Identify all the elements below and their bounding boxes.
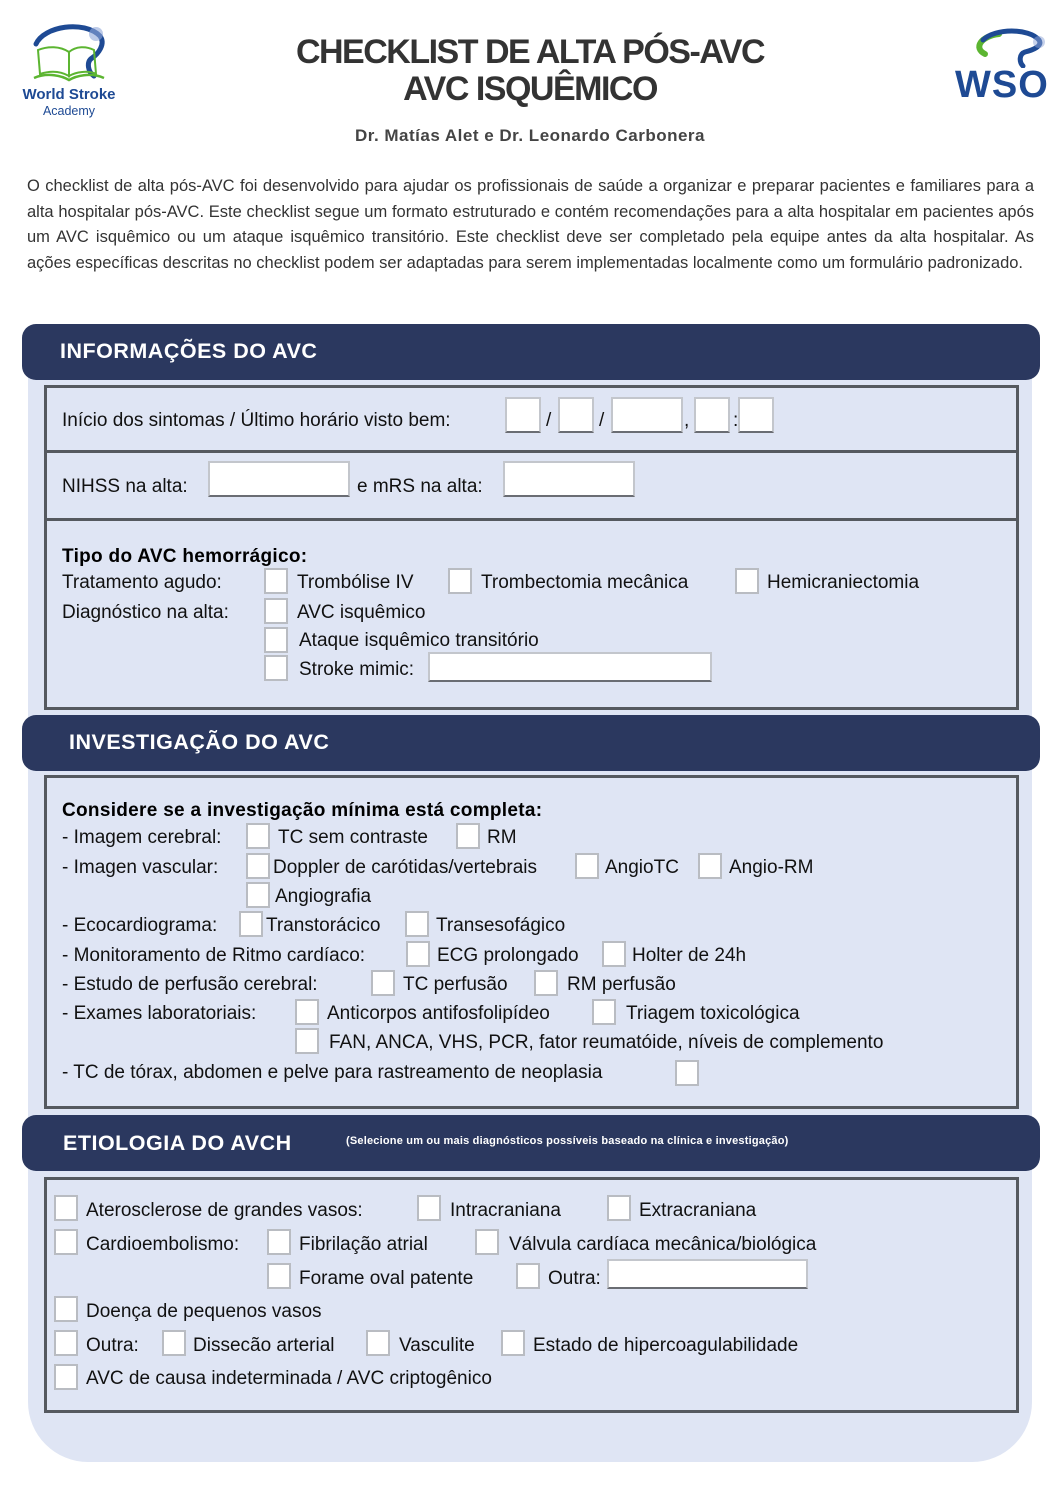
- checkbox-mri[interactable]: [456, 823, 480, 849]
- option-label: Doppler de carótidas/vertebrais: [273, 857, 538, 878]
- investigation-box: [44, 775, 1019, 1109]
- row-label: - Ecocardiograma:: [62, 915, 218, 936]
- checkbox-cryptogenic[interactable]: [54, 1364, 78, 1390]
- option-label: Válvula cardíaca mecânica/biológica: [509, 1234, 817, 1255]
- option-label: Triagem toxicológica: [626, 1003, 800, 1024]
- option-label: Intracraniana: [450, 1200, 561, 1221]
- checkbox-other-etiology[interactable]: [54, 1330, 78, 1356]
- wso-text: WSO: [955, 64, 1049, 106]
- option-label: Extracraniana: [639, 1200, 757, 1221]
- option-label: Transtorácico: [266, 915, 381, 936]
- investigation-heading: Considere se a investigação mínima está completa:: [62, 800, 543, 821]
- world-stroke-academy-logo: [14, 22, 124, 122]
- acute-treatment-label: Tratamento agudo:: [62, 572, 222, 593]
- checkbox-stroke-mimic[interactable]: [264, 655, 288, 681]
- divider: [44, 450, 1019, 453]
- checkbox-thrombectomy[interactable]: [448, 568, 472, 594]
- option-label: Anticorpos antifosfolipídeo: [327, 1003, 550, 1024]
- checkbox-doppler[interactable]: [246, 853, 270, 879]
- separator: /: [546, 410, 552, 431]
- option-label: Ataque isquêmico transitório: [299, 630, 539, 651]
- onset-label: Início dos sintomas / Último horário visto bem:: [62, 410, 451, 431]
- option-label: AVC isquêmico: [297, 602, 426, 623]
- section-note: (Selecione um ou mais diagnósticos possíveis baseado na clínica e investigação): [346, 1135, 789, 1147]
- checkbox-ischemic-stroke[interactable]: [264, 598, 288, 624]
- section-title: ETIOLOGIA DO AVCH: [63, 1131, 292, 1155]
- onset-day-input[interactable]: [505, 397, 541, 433]
- option-label: Outra:: [548, 1268, 601, 1289]
- book-brain-icon: [14, 22, 124, 86]
- checkbox-ct-noncontrast[interactable]: [246, 823, 270, 849]
- checkbox-hemicraniectomy[interactable]: [735, 568, 759, 594]
- row-label: Aterosclerose de grandes vasos:: [86, 1200, 363, 1221]
- option-label: Holter de 24h: [632, 945, 747, 966]
- section-header-investigation: [22, 715, 1040, 771]
- separator: :: [733, 410, 739, 431]
- onset-month-input[interactable]: [558, 397, 594, 433]
- mrs-label: e mRS na alta:: [357, 476, 483, 497]
- row-label: Doença de pequenos vasos: [86, 1301, 322, 1322]
- nihss-label: NIHSS na alta:: [62, 476, 188, 497]
- type-heading: Tipo do AVC hemorrágico:: [62, 546, 308, 567]
- section-title: INVESTIGAÇÃO DO AVC: [69, 730, 330, 754]
- onset-year-input[interactable]: [611, 397, 683, 433]
- row-label: - Exames laboratoriais:: [62, 1003, 257, 1024]
- option-label: Angiografia: [275, 886, 372, 907]
- row-label: Outra:: [86, 1335, 139, 1356]
- checkbox-large-vessel[interactable]: [54, 1195, 78, 1221]
- checkbox-hypercoagulable[interactable]: [501, 1330, 525, 1356]
- checkbox-inflammatory-panel[interactable]: [295, 1028, 319, 1054]
- option-label: Dissecão arterial: [193, 1335, 335, 1356]
- checkbox-heart-valve[interactable]: [475, 1229, 499, 1255]
- option-label: FAN, ANCA, VHS, PCR, fator reumatóide, níveis de complemento: [329, 1032, 884, 1053]
- row-label: - Estudo de perfusão cerebral:: [62, 974, 318, 995]
- checkbox-mr-perfusion[interactable]: [534, 970, 558, 996]
- title-line-2: AVC ISQUÊMICO: [403, 70, 657, 108]
- checkbox-cardio-other[interactable]: [516, 1263, 540, 1289]
- option-label: RM: [487, 827, 517, 848]
- option-label: TC sem contraste: [278, 827, 428, 848]
- row-label: - Imagem cerebral:: [62, 827, 222, 848]
- checkbox-thrombolysis[interactable]: [264, 568, 288, 594]
- checkbox-holter[interactable]: [602, 941, 626, 967]
- wsa-name: World Stroke: [22, 86, 116, 103]
- intro-paragraph: O checklist de alta pós-AVC foi desenvolvido para ajudar os profissionais de saúde a organizar e preparar pacientes e familiares para a alta hospitalar pós-AVC. Este checklist segue um formato estruturado e contém recomendações para a alta hospitalar em pacientes após um AVC isquêmico ou um ataque isquêmico transitório. Este checklist deve ser completado pela equipe antes da alta hospitalar. As ações específicas descritas no checklist podem ser adaptadas para serem implementadas localmente como um formulário padronizado.: [27, 177, 1034, 272]
- checkbox-transthoracic[interactable]: [239, 911, 263, 937]
- divider: [44, 518, 1019, 521]
- section-header-stroke-info: [22, 324, 1040, 380]
- checkbox-small-vessel[interactable]: [54, 1296, 78, 1322]
- checkbox-tia[interactable]: [264, 627, 288, 653]
- option-label: ECG prolongado: [437, 945, 579, 966]
- onset-minute-input[interactable]: [738, 397, 774, 433]
- checkbox-prolonged-ecg[interactable]: [406, 941, 430, 967]
- discharge-diagnosis-label: Diagnóstico na alta:: [62, 602, 229, 623]
- option-label: Hemicraniectomia: [767, 572, 920, 593]
- option-label: Trombectomia mecânica: [481, 572, 689, 593]
- checkbox-cardioembolism[interactable]: [54, 1229, 78, 1255]
- option-label: Estado de hipercoagulabilidade: [533, 1335, 799, 1356]
- checkbox-antiphospholipid[interactable]: [295, 999, 319, 1025]
- stroke-mimic-input[interactable]: [428, 652, 712, 682]
- row-label: - TC de tórax, abdomen e pelve para rastreamento de neoplasia: [62, 1062, 603, 1083]
- option-label: Forame oval patente: [299, 1268, 474, 1289]
- checkbox-angio-ct[interactable]: [575, 853, 599, 879]
- wso-logo: [955, 28, 1050, 108]
- section-header-etiology: [22, 1115, 1040, 1171]
- nihss-input[interactable]: [208, 461, 350, 497]
- page-title: [200, 34, 860, 108]
- option-label: Stroke mimic:: [299, 659, 415, 680]
- checkbox-angiography[interactable]: [246, 882, 270, 908]
- option-label: Vasculite: [399, 1335, 475, 1356]
- row-label: AVC de causa indeterminada / AVC criptogênico: [86, 1368, 492, 1389]
- option-label: TC perfusão: [403, 974, 508, 995]
- checkbox-extracranial[interactable]: [607, 1195, 631, 1221]
- checkbox-pfo[interactable]: [267, 1263, 291, 1289]
- separator: /: [599, 410, 605, 431]
- checkbox-transesophageal[interactable]: [405, 911, 429, 937]
- authors: Dr. Matías Alet e Dr. Leonardo Carbonera: [354, 126, 705, 145]
- checkbox-dissection[interactable]: [162, 1330, 186, 1356]
- title-line-1: CHECKLIST DE ALTA PÓS-AVC: [295, 33, 765, 71]
- checkbox-ct-perfusion[interactable]: [371, 970, 395, 996]
- checkbox-intracranial[interactable]: [417, 1195, 441, 1221]
- mrs-input[interactable]: [503, 461, 635, 497]
- separator: ,: [684, 410, 690, 431]
- row-label: Cardioembolismo:: [86, 1234, 240, 1255]
- checkbox-neoplasia-screening[interactable]: [675, 1060, 699, 1086]
- row-label: - Imagen vascular:: [62, 857, 219, 878]
- option-label: Transesofágico: [436, 915, 566, 936]
- option-label: Fibrilação atrial: [299, 1234, 428, 1255]
- row-label: - Monitoramento de Ritmo cardíaco:: [62, 945, 366, 966]
- checkbox-vasculitis[interactable]: [366, 1330, 390, 1356]
- cardio-other-input[interactable]: [607, 1259, 808, 1289]
- section-title: INFORMAÇÕES DO AVC: [60, 339, 318, 363]
- checkbox-angio-mr[interactable]: [698, 853, 722, 879]
- wsa-subtitle: Academy: [42, 104, 96, 118]
- option-label: RM perfusão: [567, 974, 676, 995]
- checkbox-toxicology[interactable]: [592, 999, 616, 1025]
- option-label: Angio-RM: [729, 857, 814, 878]
- onset-hour-input[interactable]: [694, 397, 730, 433]
- brain-swoosh-icon: [955, 28, 1050, 68]
- option-label: Trombólise IV: [297, 572, 414, 593]
- checkbox-atrial-fibrillation[interactable]: [267, 1229, 291, 1255]
- option-label: AngioTC: [605, 857, 679, 878]
